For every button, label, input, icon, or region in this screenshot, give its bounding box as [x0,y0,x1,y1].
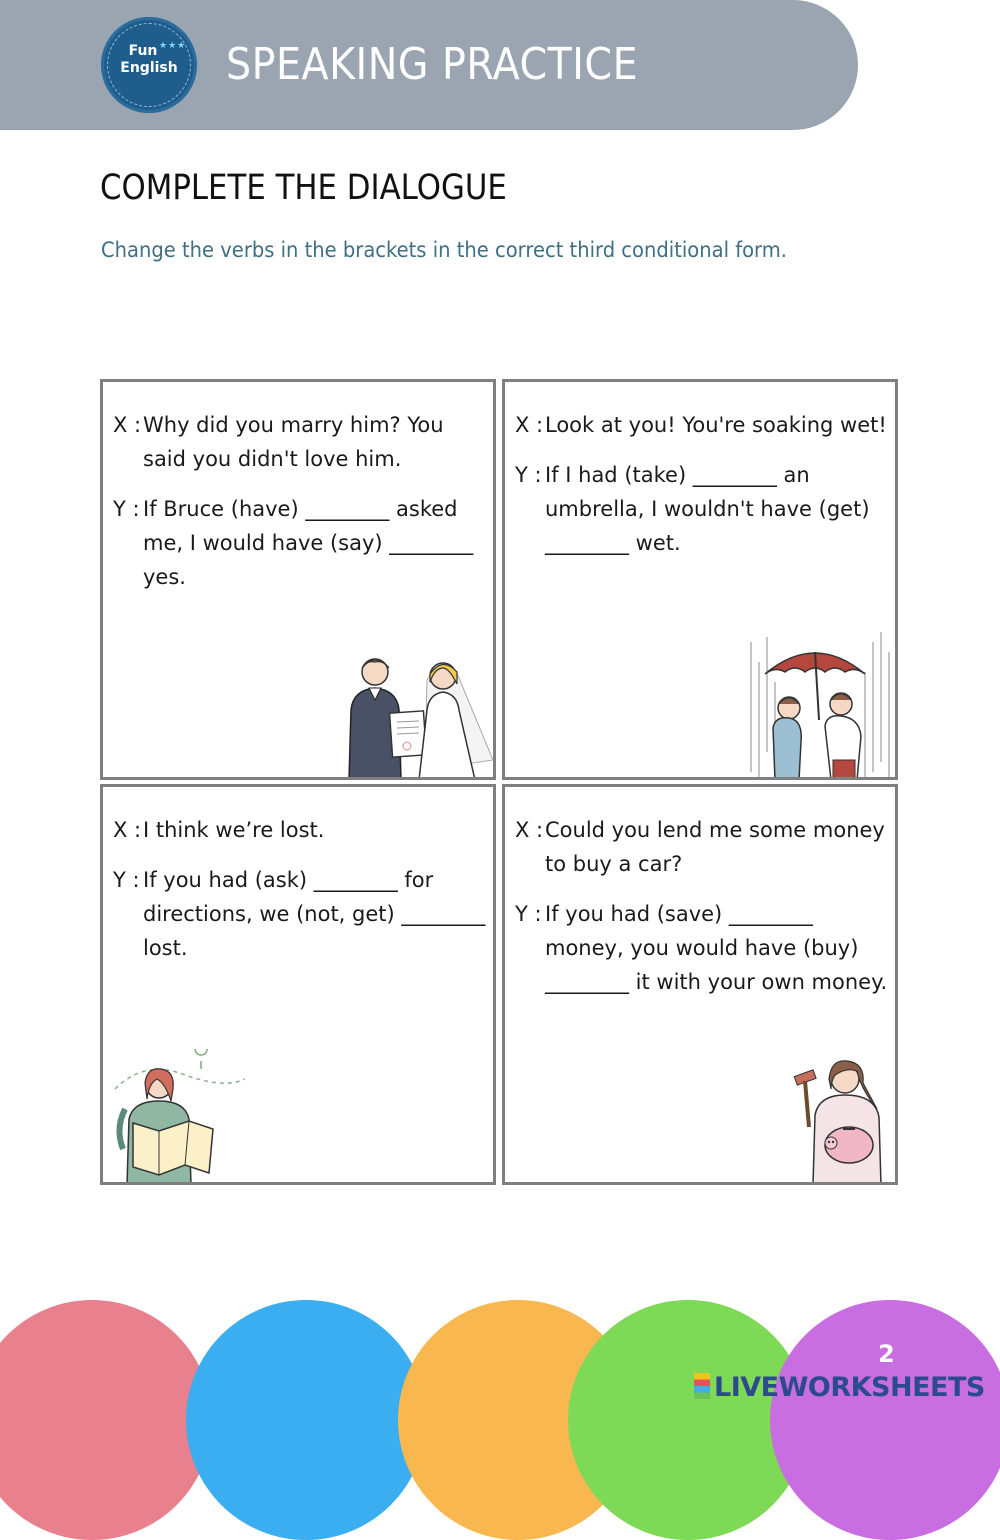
y-line[interactable]: If Bruce (have) ________ asked me, I would have (say) ________ yes. [143,497,474,589]
piggy-bank-icon [791,1049,897,1185]
speaker-y: Y : [113,868,140,892]
map-reader-icon [105,1049,255,1185]
dialogue-grid [100,379,900,1187]
speaker-x: X : [515,413,544,437]
stars-icon: ★★★ [159,41,187,51]
dialogue-card-4 [502,784,898,1185]
x-line: Why did you marry him? You said you didn't love him. [143,413,444,471]
umbrella-rain-icon [745,632,895,780]
brand-text: LIVEWORKSHEETS [714,1372,985,1403]
instruction-text: Change the verbs in the brackets in the correct third conditional form. [101,238,787,262]
speaker-y: Y : [113,497,140,521]
page-title: SPEAKING PRACTICE [226,39,639,90]
speaker-y: Y : [515,902,542,926]
x-line: Look at you! You're soaking wet! [545,413,887,437]
footer-circle-blue [186,1300,426,1540]
dialogue-card-1 [100,379,496,780]
footer-circle-pink [0,1300,212,1540]
dialogue-card-2 [502,379,898,780]
liveworksheets-logo-icon [694,1373,710,1399]
logo-line1: Fun [128,43,158,59]
y-line[interactable]: If I had (take) ________ an umbrella, I wouldn't have (get) ________ wet. [545,463,870,555]
page-number: 2 [878,1340,895,1368]
y-line[interactable]: If you had (ask) ________ for directions, we (not, get) ________ lost. [143,868,486,960]
speaker-x: X : [515,818,544,842]
speaker-x: X : [113,413,142,437]
speaker-y: Y : [515,463,542,487]
speaker-x: X : [113,818,142,842]
fun-english-logo [101,17,197,113]
dialogue-card-3 [100,784,496,1185]
section-title: COMPLETE THE DIALOGUE [100,168,507,208]
logo-line2: English [120,60,178,76]
x-line: I think we’re lost. [143,818,325,842]
y-line[interactable]: If you had (save) ________ money, you would have (buy) ________ it with your own money. [545,902,888,994]
x-line: Could you lend me some money to buy a car? [545,818,885,876]
wedding-couple-icon [335,650,495,780]
liveworksheets-brand [694,1372,985,1403]
footer-circle-purple [770,1300,1000,1540]
